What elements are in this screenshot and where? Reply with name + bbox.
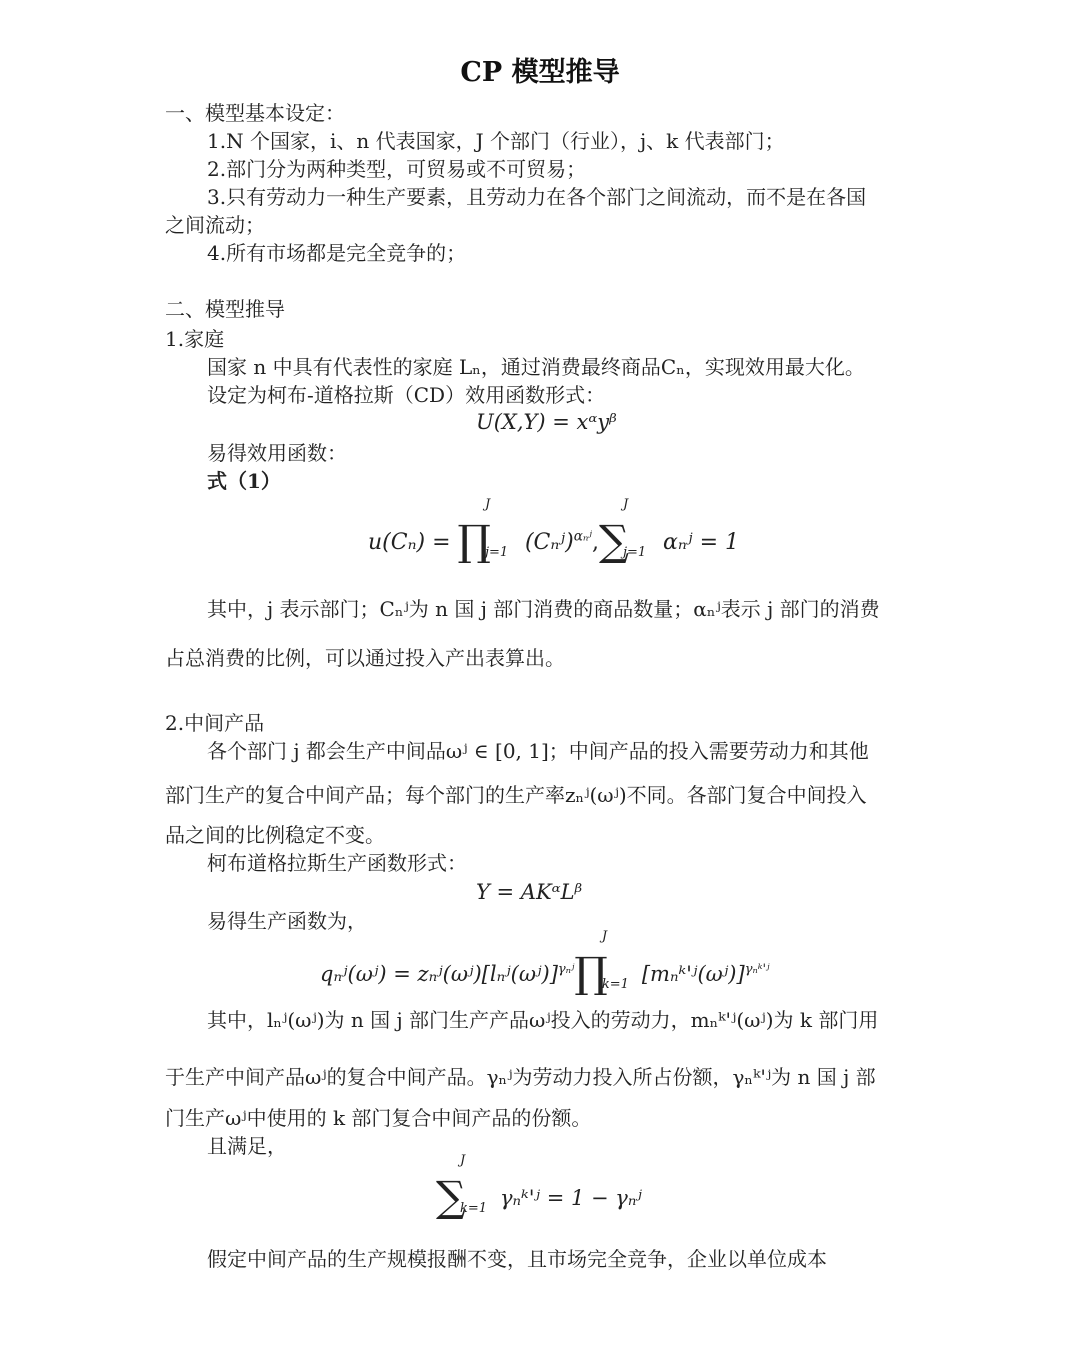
equation-2 — [320, 929, 770, 997]
paragraph: 品之间的比例稳定不变。 — [165, 823, 385, 847]
limit-top: J — [601, 929, 608, 944]
subsection-heading: 1.家庭 — [165, 327, 225, 351]
paragraph: 门生产ωʲ中使用的 k 部门复合中间产品的份额。 — [165, 1106, 592, 1130]
list-item: 1.N 个国家，i、n 代表国家，J 个部门（行业），j、k 代表部门； — [207, 129, 785, 153]
list-item: 之间流动； — [165, 213, 265, 237]
paragraph: 占总消费的比例，可以通过投入产出表算出。 — [165, 646, 565, 670]
equation-3 — [436, 1153, 642, 1221]
limit-top: J — [484, 497, 491, 512]
limit-bottom: k=1 — [459, 1201, 488, 1216]
paragraph: 各个部门 j 都会生产中间品ωʲ ∈ [0, 1]；中间产品的投入需要劳动力和其他 — [207, 739, 869, 763]
paragraph: 于生产中间产品ωʲ的复合中间产品。γₙʲ为劳动力投入所占份额，γₙᵏ'ʲ为 n 国 j 部 — [165, 1065, 876, 1089]
limit-bottom: j=1 — [484, 545, 509, 560]
subsection-heading: 2.中间产品 — [165, 711, 265, 735]
eq2-lhs: qₙʲ(ωʲ) = zₙʲ(ωʲ)[lₙʲ(ωʲ)] — [320, 962, 558, 986]
section-heading: 一、模型基本设定： — [165, 101, 345, 125]
eq1-prod-exp: αₙʲ — [573, 528, 593, 545]
list-item: 4.所有市场都是完全竞争的； — [207, 241, 467, 265]
limit-bottom: k=1 — [601, 977, 629, 992]
eq1-prod-term: (Cₙʲ) — [524, 530, 574, 555]
paragraph: 柯布道格拉斯生产函数形式： — [207, 851, 467, 875]
paragraph: 设定为柯布-道格拉斯（CD）效用函数形式： — [207, 383, 606, 407]
eq2-exp1: γₙʲ — [557, 962, 575, 977]
paragraph: 部门生产的复合中间产品；每个部门的生产率zₙʲ(ωʲ)不同。各部门复合中间投入 — [165, 783, 867, 807]
sum-symbol: ∑ — [436, 1172, 466, 1221]
equation-production: Y = AKᵅLᵝ — [476, 880, 583, 904]
equation-label: 式（1） — [207, 469, 281, 493]
paragraph: 其中，lₙʲ(ωʲ)为 n 国 j 部门生产产品ωʲ投入的劳动力，mₙᵏ'ʲ(ωʲ)为 k 部门用 — [207, 1008, 879, 1032]
list-item: 3.只有劳动力一种生产要素，且劳动力在各个部门之间流动，而不是在各国 — [207, 185, 867, 209]
section-heading: 二、模型推导 — [165, 297, 285, 321]
product-symbol: ∏ — [574, 948, 608, 997]
paragraph: 易得效用函数： — [207, 441, 347, 465]
sum-symbol: ∑ — [599, 516, 629, 565]
equation-1: u(Cₙ) = ∏ J j=1 (Cₙʲ)$^{\alpha_nʲ}$,∑ J j=1 αₙʲ = 1 — [368, 497, 740, 565]
limit-bottom: j=1 — [623, 545, 647, 560]
eq3-term: γₙᵏ'ʲ = 1 − γₙʲ — [499, 1186, 642, 1210]
limit-top: J — [459, 1153, 466, 1168]
product-symbol: ∏ — [457, 516, 491, 565]
paragraph: 假定中间产品的生产规模报酬不变，且市场完全竞争，企业以单位成本 — [207, 1247, 827, 1271]
page-title: CP 模型推导 — [460, 57, 620, 88]
eq1-lhs: u(Cₙ) = — [368, 530, 458, 555]
paragraph: 国家 n 中具有代表性的家庭 Lₙ，通过消费最终商品Cₙ，实现效用最大化。 — [207, 355, 865, 379]
limit-top: J — [623, 497, 629, 512]
paragraph: 且满足， — [207, 1134, 287, 1158]
equation-cd: U(X,Y) = xᵅyᵝ — [476, 410, 617, 434]
paragraph: 其中，j 表示部门；Cₙʲ为 n 国 j 部门消费的商品数量；αₙʲ表示 j 部门的消费 — [207, 597, 880, 621]
list-item: 2.部门分为两种类型，可贸易或不可贸易； — [207, 157, 587, 181]
eq2-term: [mₙᵏ'ʲ(ωʲ)] — [641, 962, 745, 986]
eq1-sum-term: αₙʲ = 1 — [663, 530, 740, 555]
paragraph: 易得生产函数为， — [207, 909, 367, 933]
eq2-exp2: γₙᵏ'ʲ — [744, 962, 770, 977]
